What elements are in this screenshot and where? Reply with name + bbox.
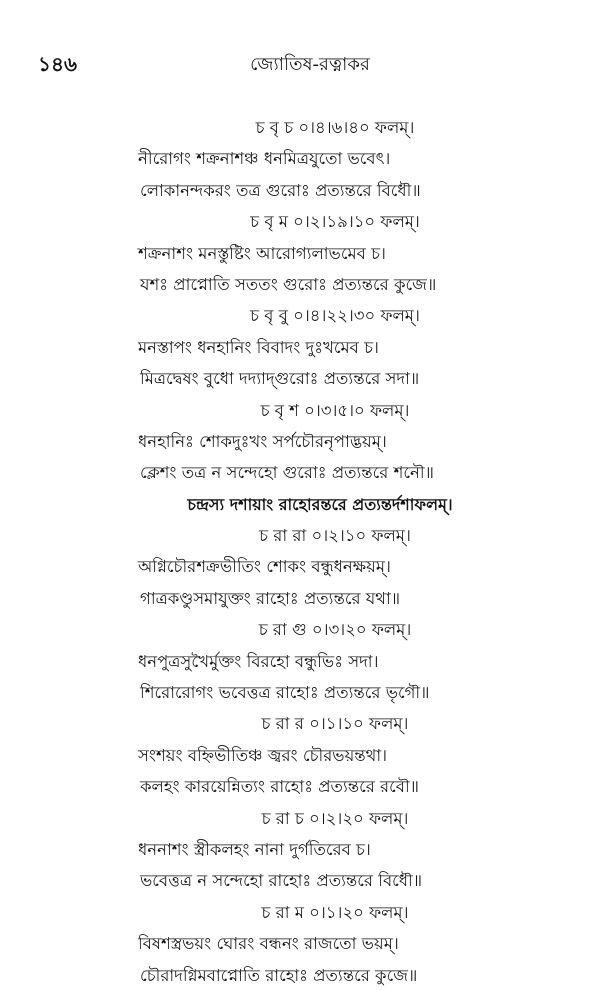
page-number: ১৪৬ [38, 52, 77, 76]
section-heading: চন্দ্রস্য দশায়াং রাহোরন্তরে প্রত্যন্তর্দশাফলম্। [187, 494, 453, 514]
verse-line: মিত্রদ্বেষং বুধো দদ্যাদ্‌গুরোঃ প্রত্যন্তরে সদা॥ [140, 369, 420, 389]
period-line: চ বৃ বু ০।৪।২২।৩০ ফলম্। [250, 306, 420, 326]
verse-line: লোকানন্দকরং তত্র গুরোঃ প্রত্যন্তরে বিধৌ॥ [140, 180, 421, 200]
period-line: চ বৃ চ ০।৪।৬।৪০ ফলম্। [255, 118, 415, 137]
verse-line: ভবেত্তত্র ন সন্দেহো রাহোঃ প্রত্যন্তরে বিধৌ॥ [140, 871, 423, 891]
verse-line: মনস্তাপং ধনহানিং বিবাদং দুঃখমেব চ। [138, 337, 379, 357]
verse-line: ধনহানিঃ শোকদুঃখং সর্পচৌরনৃপাদ্ভয়ম্। [138, 431, 387, 451]
verse-line: শক্রনাশং মনস্তুষ্টিং আরোগ্যলাভমেব চ। [138, 243, 386, 263]
verse-line: কলহং কারয়েন্নিত্যং রাহোঃ প্রত্যন্তরে রবৌ॥ [140, 777, 419, 797]
verse-line: বিষশস্ত্রভয়ং ঘোরং বন্ধনং রাজতো ভয়ম্। [138, 934, 399, 954]
verse-line: চৌরাদগ্নিমবাপ্নোতি রাহোঃ প্রত্যন্তরে কুজে॥ [140, 965, 418, 985]
period-line: চ বৃ ম ০।২।১৯।১০ ফলম্। [250, 212, 420, 232]
verse-line: ধননাশং স্ত্রীকলহং নানা দুর্গতিরেব চ। [138, 839, 371, 859]
verse-line: গাত্রকণ্ডুসমাযুক্তং রাহোঃ প্রত্যন্তরে যথা॥ [140, 588, 401, 608]
period-line: চ রা রা ০।২।১০ ফলম্। [259, 526, 411, 546]
verse-line: নীরোগং শক্রনাশঞ্চ ধনমিত্রযুতো ভবেৎ। [138, 149, 391, 169]
verse-line: ধনপুত্রসুখৈর্মুক্তং বিরহো বন্ধুভিঃ সদা। [138, 651, 379, 671]
period-line: চ রা চ ০।২।২০ ফলম্। [261, 808, 409, 828]
period-line: চ বৃ শ ০।৩।৫।০ ফলম্। [260, 400, 410, 420]
verse-line: ক্লেশং তত্র ন সন্দেহো গুরোঃ প্রত্যন্তরে শনৌ॥ [140, 463, 434, 483]
page-body [0, 112, 600, 991]
period-line: চ রা গু ০।৩।২০ ফলম্। [258, 620, 412, 640]
period-line: চ রা ম ০।১।২০ ফলম্। [261, 902, 409, 922]
period-line: চ রা র ০।১।১০ ফলম্। [261, 714, 409, 734]
verse-line: সংশয়ং বহ্নিভীতিঞ্চ জ্বরং চৌরভয়ন্তথা। [138, 745, 388, 765]
running-title: জ্যোতিষ-রত্নাকর [250, 54, 370, 75]
verse-line: শিরোরোগং ভবেত্তত্র রাহোঃ প্রত্যন্তরে ভৃগৌ॥ [140, 683, 430, 703]
verse-line: যশঃ প্রাপ্নোতি সততং গুরোঃ প্রত্যন্তরে কুজে॥ [140, 274, 437, 294]
verse-line: অগ্নিচৌরশক্রভীতিং শোকং বন্ধুধনক্ষয়ম্। [138, 557, 391, 577]
